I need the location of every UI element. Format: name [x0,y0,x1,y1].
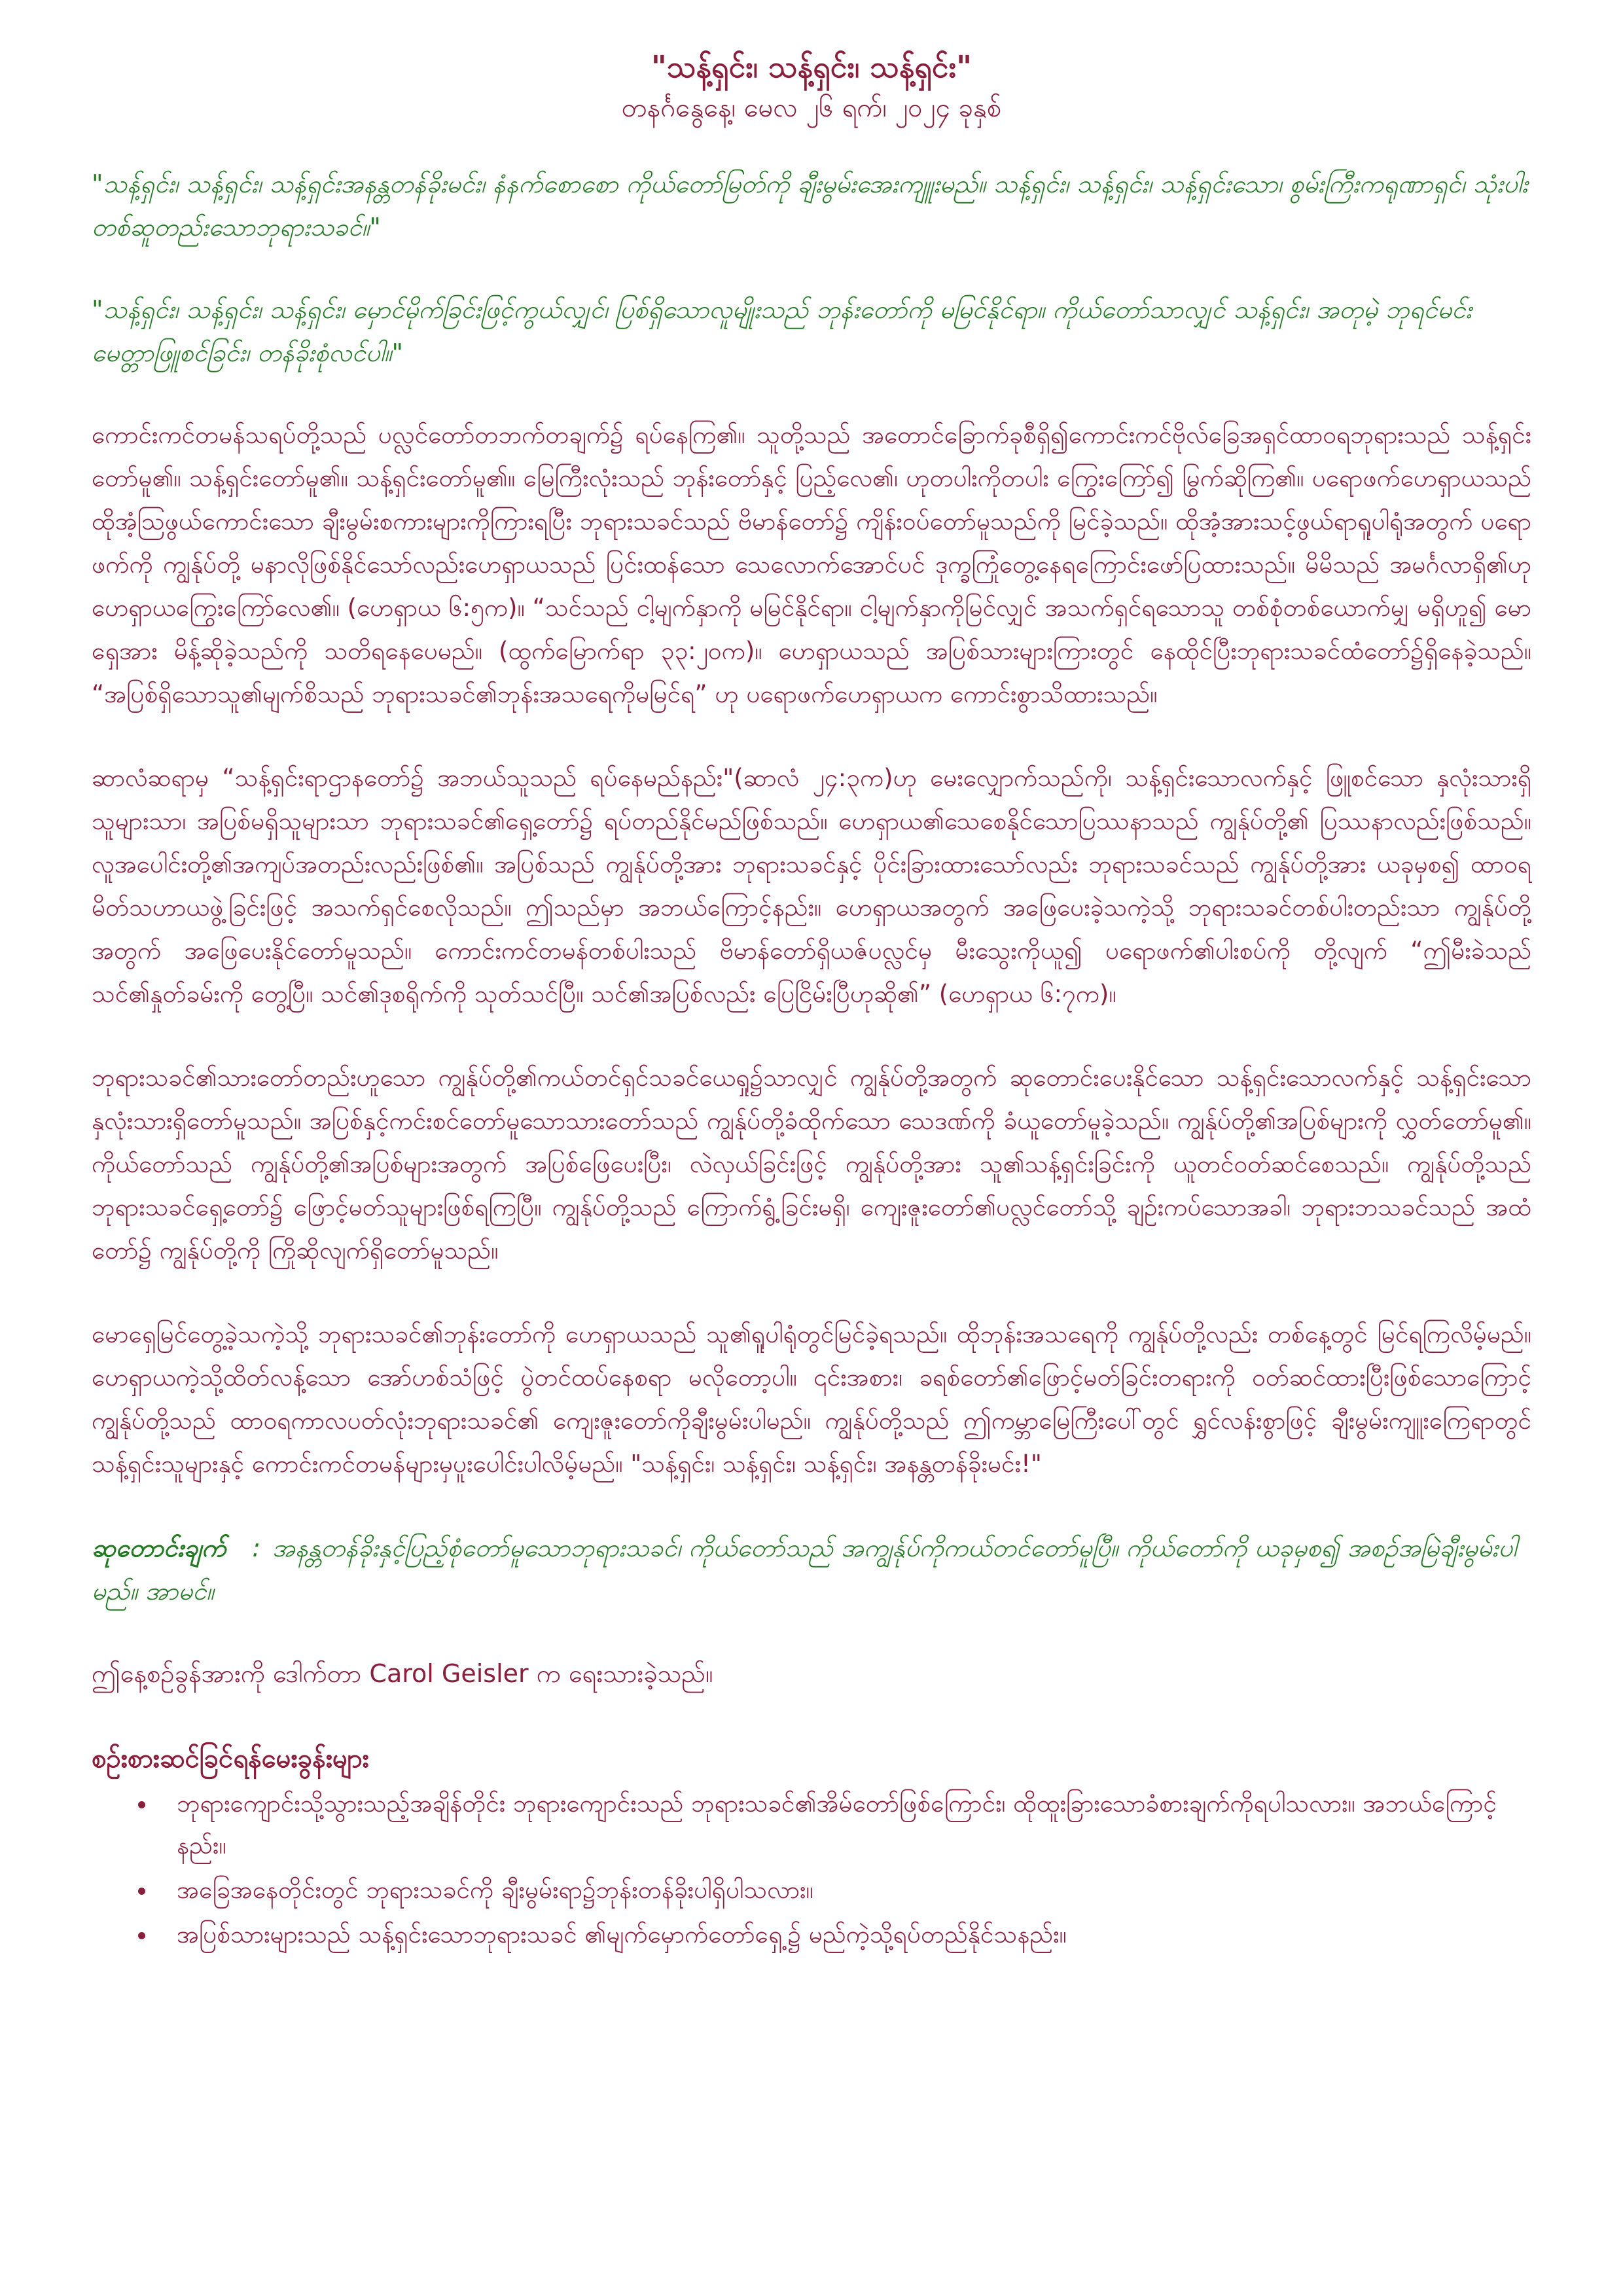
question-item: • ဘုရားကျောင်းသို့သွားသည့်အချိန်တိုင်း ဘုရားကျောင်းသည် ဘုရားသခင်၏အိမ်တော်ဖြစ်ကြောင်း၊ ထိုထူးခြားသောခံစားချက်ကိုရပါသလား။ အဘယ်ကြောင့်နည်း။ [157,1783,1531,1867]
questions-heading: စဉ်းစားဆင်ခြင်ရန်မေးခွန်းများ [92,1744,369,1774]
hymn-verse-1: "သန့်ရှင်း၊ သန့်ရှင်း၊ သန့်ရှင်းအနန္တတန်ခိုးမင်း၊ နံနက်စောစော ကိုယ်တော်မြတ်ကို ချီးမွမ်းအေးကျူးမည်။ သန့်ရှင်း၊ သန့်ရှင်း၊ သန့်ရှင်းသော၊ စွမ်းကြီးကရုဏာရှင်၊ သုံးပါးတစ်ဆူတည်းသောဘုရားသခင်။" [92,170,1528,242]
prayer-separator: : [252,1534,261,1562]
question-item: • အခြေအနေတိုင်းတွင် ဘုရားသခင်ကို ချီးမွမ်းရာ၌ဘုန်းတန်ခိုးပါရှိပါသလား။ [157,1869,1531,1911]
page-title: "သန့်ရှင်း၊ သန့်ရှင်း၊ သန့်ရှင်း" [651,49,972,84]
page-date: တနင်္ဂနွေနေ့၊ မေလ ၂၆ ရက်၊ ၂၀၂၄ ခုနှစ် [621,93,1002,123]
prayer-text: အနန္တတန်ခိုးနှင့်ပြည့်စုံတော်မူသောဘုရားသခင်၊ ကိုယ်တော်သည် အကျွန်ုပ်ကိုကယ်တင်တော်မူပြီ။ ကိုယ်တော်ကို ယခုမှစ၍ အစဉ်အမြဲချီးမွမ်းပါမည်။ အာမင်။ [92,1534,1517,1605]
question-item: • အပြစ်သားများသည် သန့်ရှင်းသောဘုရားသခင် ၏မျက်မှောက်တော်ရှေ့၌ မည်ကဲ့သို့ရပ်တည်နိုင်သနည်း။ [157,1914,1531,1956]
body-paragraph-1: ကောင်းကင်တမန်သရပ်တို့သည် ပလ္လင်တော်တဘက်တချက်၌ ရပ်နေကြ၏။ သူတို့သည် အတောင်ခြောက်ခုစီရှိ၍ကောင်းကင်ဗိုလ်ခြေအရှင်ထာဝရဘုရားသည် သန့်ရှင်းတော်မူ၏။ သန့်ရှင်းတော်မူ၏။ သန့်ရှင်းတော်မူ၏။ မြေကြီးလုံးသည် ဘုန်းတော်နှင့် ပြည့်လေ၏၊ ဟုတပါးကိုတပါး ကြွေးကြော်၍ မြွက်ဆိုကြ၏။ ပရောဖက်ဟေရှာယသည် ထိုအံ့သြဖွယ်ကောင်းသော ချီးမွမ်းစကားများကိုကြားရပြီး ဘုရားသခင်သည် ဗိမာန်တော်၌ ကျိန်းဝပ်တော်မူသည်ကို မြင်ခဲ့သည်။ ထိုအံ့အားသင့်ဖွယ်ရာရူပါရုံအတွက် ပရောဖက်ကို ကျွန်ုပ်တို့ မနာလိုဖြစ်နိုင်သော်လည်းဟေရှာယသည် ပြင်းထန်သော သေလောက်အောင်ပင် ဒုက္ခကြုံတွေ့နေရကြောင်းဖော်ပြထားသည်။ မိမိသည် အမင်္ဂလာရှိ၏ဟု ဟေရှာယကြွေးကြော်လေ၏။ (ဟေရှာယ ၆:၅က)။ “သင်သည် ငါ့မျက်နှာကို မမြင်နိုင်ရာ။ ငါ့မျက်နှာကိုမြင်လျှင် အသက်ရှင်ရသောသူ တစ်စုံတစ်ယောက်မျှ မရှိဟူ၍ မောရှေအား မိန့်ဆိုခဲ့သည်ကို သတိရနေပေမည်။ (ထွက်မြောက်ရာ ၃၃:၂၀က)။ ဟေရှာယသည် အပြစ်သားများကြားတွင် နေထိုင်ပြီးဘုရားသခင်ထံတော်၌ရှိနေခဲ့သည်။ “အပြစ်ရှိသောသူ၏မျက်စိသည် ဘုရားသခင်၏ဘုန်းအသရေကိုမမြင်ရ” ဟု ပရောဖက်ဟေရှာယက ကောင်းစွာသိထားသည်။ [92,421,1531,708]
body-paragraph-2: ဆာလံဆရာမှ “သန့်ရှင်းရာဌာနတော်၌ အဘယ်သူသည် ရပ်နေမည်နည်း"(ဆာလံ ၂၄:၃က)ဟု မေးလျှောက်သည်ကို၊ သန့်ရှင်းသောလက်နှင့် ဖြူစင်သော နှလုံးသားရှိသူများသာ၊ အပြစ်မရှိသူများသာ ဘုရားသခင်၏ရှေ့တော်၌ ရပ်တည်နိုင်မည်ဖြစ်သည်။ ဟေရှာယ၏သေစေနိုင်သောပြဿနာသည် ကျွန်ုပ်တို့၏ ပြဿနာလည်းဖြစ်သည်။ လူအပေါင်းတို့၏အကျပ်အတည်းလည်းဖြစ်၏။ အပြစ်သည် ကျွန်ုပ်တို့အား ဘုရားသခင်နှင့် ပိုင်းခြားထားသော်လည်း ဘုရားသခင်သည် ကျွန်ုပ်တို့အား ယခုမှစ၍ ထာဝရမိတ်သဟာယဖွဲ့ခြင်းဖြင့် အသက်ရှင်စေလိုသည်။ ဤသည်မှာ အဘယ်ကြောင့်နည်း။ ဟေရှာယအတွက် အဖြေပေးခဲ့သကဲ့သို့ ဘုရားသခင်တစ်ပါးတည်းသာ ကျွန်ုပ်တို့အတွက် အဖြေပေးနိုင်တော်မူသည်။ ကောင်းကင်တမန်တစ်ပါးသည် ဗိမာန်တော်ရှိယဇ်ပလ္လင်မှ မီးသွေးကိုယူ၍ ပရောဖက်၏ပါးစပ်ကို တို့လျက် “ဤမီးခဲသည် သင်၏နှုတ်ခမ်းကို တွေ့ပြီ။ သင်၏ဒုစရိုက်ကို သုတ်သင်ပြီ။ သင်၏အပြစ်လည်း ပြေငြိမ်းပြီဟုဆို၏” (ဟေရှာယ ၆:၇က)။ [92,764,1531,1008]
devotional-page [92,46,1531,1958]
body-paragraph-4: မောရှေမြင်တွေ့ခဲ့သကဲ့သို့ ဘုရားသခင်၏ဘုန်းတော်ကို ဟေရှာယသည် သူ၏ရူပါရုံတွင်မြင်ခဲ့ရသည်။ ထိုဘုန်းအသရေကို ကျွန်ုပ်တို့လည်း တစ်နေ့တွင် မြင်ရကြလိမ့်မည်။ ဟေရှာယကဲ့သို့ထိတ်လန့်သော အော်ဟစ်သံဖြင့် ပွဲတင်ထပ်နေစရာ မလိုတော့ပါ။ ၎င်းအစား၊ ခရစ်တော်၏ဖြောင့်မတ်ခြင်းတရားကို ဝတ်ဆင်ထားပြီးဖြစ်သောကြောင့် ကျွန်ုပ်တို့သည် ထာဝရကာလပတ်လုံးဘုရားသခင်၏ ကျေးဇူးတော်ကိုချီးမွမ်းပါမည်။ ကျွန်ုပ်တို့သည် ဤကမ္ဘာမြေကြီးပေါ်တွင် ရွှင်လန်းစွာဖြင့် ချီးမွမ်းကျူးကြေရာတွင် သန့်ရှင်းသူများနှင့် ကောင်းကင်တမန်များမှပူးပေါင်းပါလိမ့်မည်။ "သန့်ရှင်း၊ သန့်ရှင်း၊ သန့်ရှင်း၊ အနန္တတန်ခိုးမင်း!" [92,1320,1531,1478]
author-credit: ဤနေ့စဉ်ခွန်အားကို ဒေါက်တာ Carol Geisler က ရေးသားခဲ့သည်။ [92,1659,713,1688]
questions-list [92,1783,1531,1956]
hymn-verse-2: "သန့်ရှင်း၊ သန့်ရှင်း၊ သန့်ရှင်း၊ မှောင်မိုက်ခြင်းဖြင့်ကွယ်လျှင်၊ ပြစ်ရှိသောလူမျိုးသည် ဘုန်းတော်ကို မမြင်နိုင်ရာ။ ကိုယ်တော်သာလျှင် သန့်ရှင်း၊ အတုမဲ့ ဘုရင်မင်း မေတ္တာဖြူစင်ခြင်း၊ တန်ခိုးစုံလင်ပါ။" [92,295,1472,367]
prayer-label: ဆုတောင်းချက် [92,1534,226,1562]
body-paragraph-3: ဘုရားသခင်၏သားတော်တည်းဟူသော ကျွန်ုပ်တို့၏ကယ်တင်ရှင်သခင်ယေရှု၌သာလျှင် ကျွန်ုပ်တို့အတွက် ဆုတောင်းပေးနိုင်သော သန့်ရှင်းသောလက်နှင့် သန့်ရှင်းသောနှလုံးသားရှိတော်မူသည်။ အပြစ်နှင့်ကင်းစင်တော်မူသောသားတော်သည် ကျွန်ုပ်တို့ခံထိုက်သော သေဒဏ်ကို ခံယူတော်မူခဲ့သည်။ ကျွန်ုပ်တို့၏အပြစ်များကို လွှတ်တော်မူ၏။ ကိုယ်တော်သည် ကျွန်ုပ်တို့၏အပြစ်များအတွက် အပြစ်ဖြေပေးပြီး၊ လဲလှယ်ခြင်းဖြင့် ကျွန်ုပ်တို့အား သူ၏သန့်ရှင်းခြင်းကို ယူတင်ဝတ်ဆင်စေသည်။ ကျွန်ုပ်တို့သည် ဘုရားသခင်ရှေ့တော်၌ ဖြောင့်မတ်သူများဖြစ်ရကြပြီ။ ကျွန်ုပ်တို့သည် ကြောက်ရွံ့ခြင်းမရှိ၊ ကျေးဇူးတော်၏ပလ္လင်တော်သို့ ချဉ်းကပ်သောအခါ၊ ဘုရားဘသခင်သည် အထံတော်၌ ကျွန်ုပ်တို့ကို ကြိုဆိုလျက်ရှိတော်မူသည်။ [92,1064,1531,1265]
prayer-block [92,1526,1531,1613]
